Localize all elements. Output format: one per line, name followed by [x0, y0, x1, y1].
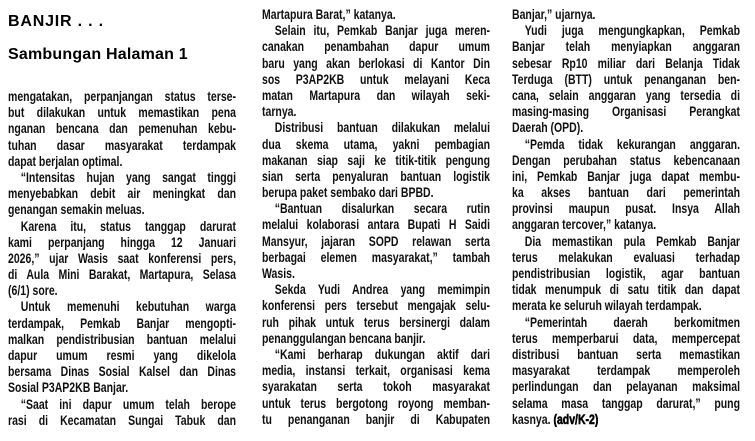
column-2-body: [262, 6, 490, 427]
text-line: kami perpanjang hingga 12 Januari: [8, 233, 236, 250]
text-line: penanggulangan bencana banjir.: [262, 329, 426, 346]
text-line: distribusi bantuan serta memastikan: [512, 345, 740, 362]
text-line: Wasis.: [262, 265, 295, 281]
text-line: berbagai elemen masyarakat,” tambah: [262, 248, 490, 265]
text-line: merata ke seluruh wilayah terdampak.: [512, 297, 702, 314]
text-line: selama masa tanggap darurat,” pung: [512, 394, 740, 411]
text-line-fragment: kasnya.: [512, 410, 554, 427]
text-line: bersama Dinas Sosial Kalsel dan Dinas: [8, 363, 236, 380]
text-line: masyarakat terdampak memperoleh: [512, 362, 740, 379]
text-line: Sosial P3AP2KB Banjar.: [8, 379, 129, 396]
text-line: but dilakukan untuk memastikan pena: [8, 104, 236, 121]
column-3-text-block: [512, 6, 740, 427]
text-line: konferensi pers tersebut mengajak selu-: [262, 297, 490, 314]
text-line: ruh pihak untuk terus bersinergi dalam: [262, 313, 490, 330]
text-line: mengatakan, perpanjangan status terse-: [8, 88, 236, 104]
column-2-text-block: [262, 6, 490, 427]
text-line: sebesar Rp10 miliar dari Belanja Tidak: [512, 54, 740, 71]
text-line: tidak menumpuk di satu titik dan dapat: [512, 281, 740, 298]
text-line: Mansyur, jajaran SOPD relawan serta: [262, 232, 490, 249]
text-line: 2026,” ujar Wasis saat konferensi pers,: [8, 249, 236, 266]
text-line: rasi di Kecamatan Sungai Tabuk dan: [8, 411, 236, 428]
text-line: baru yang akan berlokasi di Kantor Din: [262, 54, 490, 71]
text-line: cana, selain anggaran yang tersedia di: [512, 86, 740, 103]
text-line: tarnya.: [262, 103, 297, 120]
text-line: media, instansi terkait, organisasi kema: [262, 362, 490, 379]
text-line: terus melakukan evaluasi terhadap: [512, 248, 740, 265]
text-line: “Pemda tidak kekurangan anggaran.: [524, 135, 740, 152]
text-line: dua skema utama, yakni pembagian: [262, 135, 490, 152]
column-3-body: [512, 6, 740, 427]
text-line: di Aula Mini Barakat, Martapura, Selasa: [8, 266, 236, 283]
text-line: Martapura Barat,” katanya.: [262, 6, 396, 22]
text-line: Selain itu, Pemkab Banjar juga meren-: [274, 22, 490, 39]
text-line: terdampak, Pemkab Banjar mengopti-: [8, 314, 236, 331]
text-line: “Pemerintah daerah berkomitmen: [524, 313, 740, 330]
text-line: tu penanganan banjir di Kabupaten: [262, 410, 490, 427]
article-subtitle: Sambungan Halaman 1: [8, 46, 188, 63]
text-line: ini, Pemkab Banjar juga dapat membu-: [512, 167, 740, 184]
text-line: “Saat ini dapur umum telah berope: [20, 395, 236, 412]
text-line: perlindungan dan pelayanan maksimal: [512, 378, 740, 395]
text-line: pendistribusian logistik, agar bantuan: [512, 265, 740, 281]
text-line: “Intensitas hujan yang sangat tinggi: [20, 168, 236, 185]
text-line: “Bantuan disalurkan secara rutin: [274, 200, 490, 217]
article-column-3: [512, 0, 740, 441]
article-end-tag: (adv/K-2): [553, 410, 599, 427]
article-kicker: BANJIR . . .: [8, 13, 104, 30]
text-line: tuhan dasar masyarakat terdampak: [8, 136, 236, 153]
article-column-1: [8, 0, 236, 441]
text-line: (6/1) sore.: [8, 282, 58, 299]
text-line: canakan penambahan dapur umum: [262, 38, 490, 55]
article-column-2: [262, 0, 490, 441]
column-1-text-block: [8, 88, 236, 428]
text-line: melalui kolaborasi antara Bupati H Saidi: [262, 216, 490, 233]
text-line: sos P3AP2KB untuk melayani Keca: [262, 70, 490, 87]
text-line: matan Martapura dan wilayah seki-: [262, 86, 490, 103]
text-line: Sekda Yudi Andrea yang memimpin: [274, 281, 490, 298]
text-line: [512, 411, 740, 427]
text-line: Dengan perubahan status kebencanaan: [512, 151, 740, 168]
text-line: Dia memastikan pula Pemkab Banjar: [524, 232, 740, 249]
text-line: dapat berjalan optimal.: [8, 152, 123, 169]
text-line: Karena itu, status tanggap darurat: [20, 217, 236, 234]
text-line: ka akses bantuan dari pemerintah: [512, 184, 740, 201]
text-line: malkan pendistribusian bantuan melalui: [8, 330, 236, 347]
text-line: Banjar telah menyiapkan anggaran: [512, 38, 740, 55]
text-line: untuk terus bergotong royong memban-: [262, 394, 490, 411]
text-line: Daerah (OPD).: [512, 119, 584, 136]
text-line: genangan semakin meluas.: [8, 201, 145, 218]
text-line: sian serta penyaluran bantuan logistik: [262, 167, 490, 184]
text-line: Banjar,” ujarnya.: [512, 6, 596, 22]
text-line: Untuk memenuhi kebutuhan warga: [20, 298, 236, 315]
text-line: Terduga (BTT) untuk penanganan ben-: [512, 70, 740, 87]
text-line: Yudi juga mengungkapkan, Pemkab: [524, 22, 740, 39]
text-line: nganan bencana dan pemenuhan kebu-: [8, 120, 236, 137]
text-line: berupa paket sembako dari BPBD.: [262, 184, 434, 201]
text-line: menyebabkan debit air meningkat dan: [8, 185, 236, 202]
text-line: Distribusi bantuan dilakukan melalui: [274, 119, 490, 136]
text-line: dapur umum resmi yang dikelola: [8, 347, 236, 363]
text-line: “Kami berharap dukungan aktif dari: [274, 345, 490, 362]
text-line: masing-masing Organisasi Perangkat: [512, 103, 740, 120]
column-1-body: [8, 88, 236, 428]
text-line: syarakatan serta tokoh masyarakat: [262, 378, 490, 395]
text-line: makanan siap saji ke titik-titik pengung: [262, 151, 490, 168]
text-line: terus memperbarui data, mempercepat: [512, 329, 740, 346]
text-line: provinsi maupun pusat. Insya Allah: [512, 200, 740, 217]
text-line: anggaran tercover,” katanya.: [512, 216, 657, 233]
